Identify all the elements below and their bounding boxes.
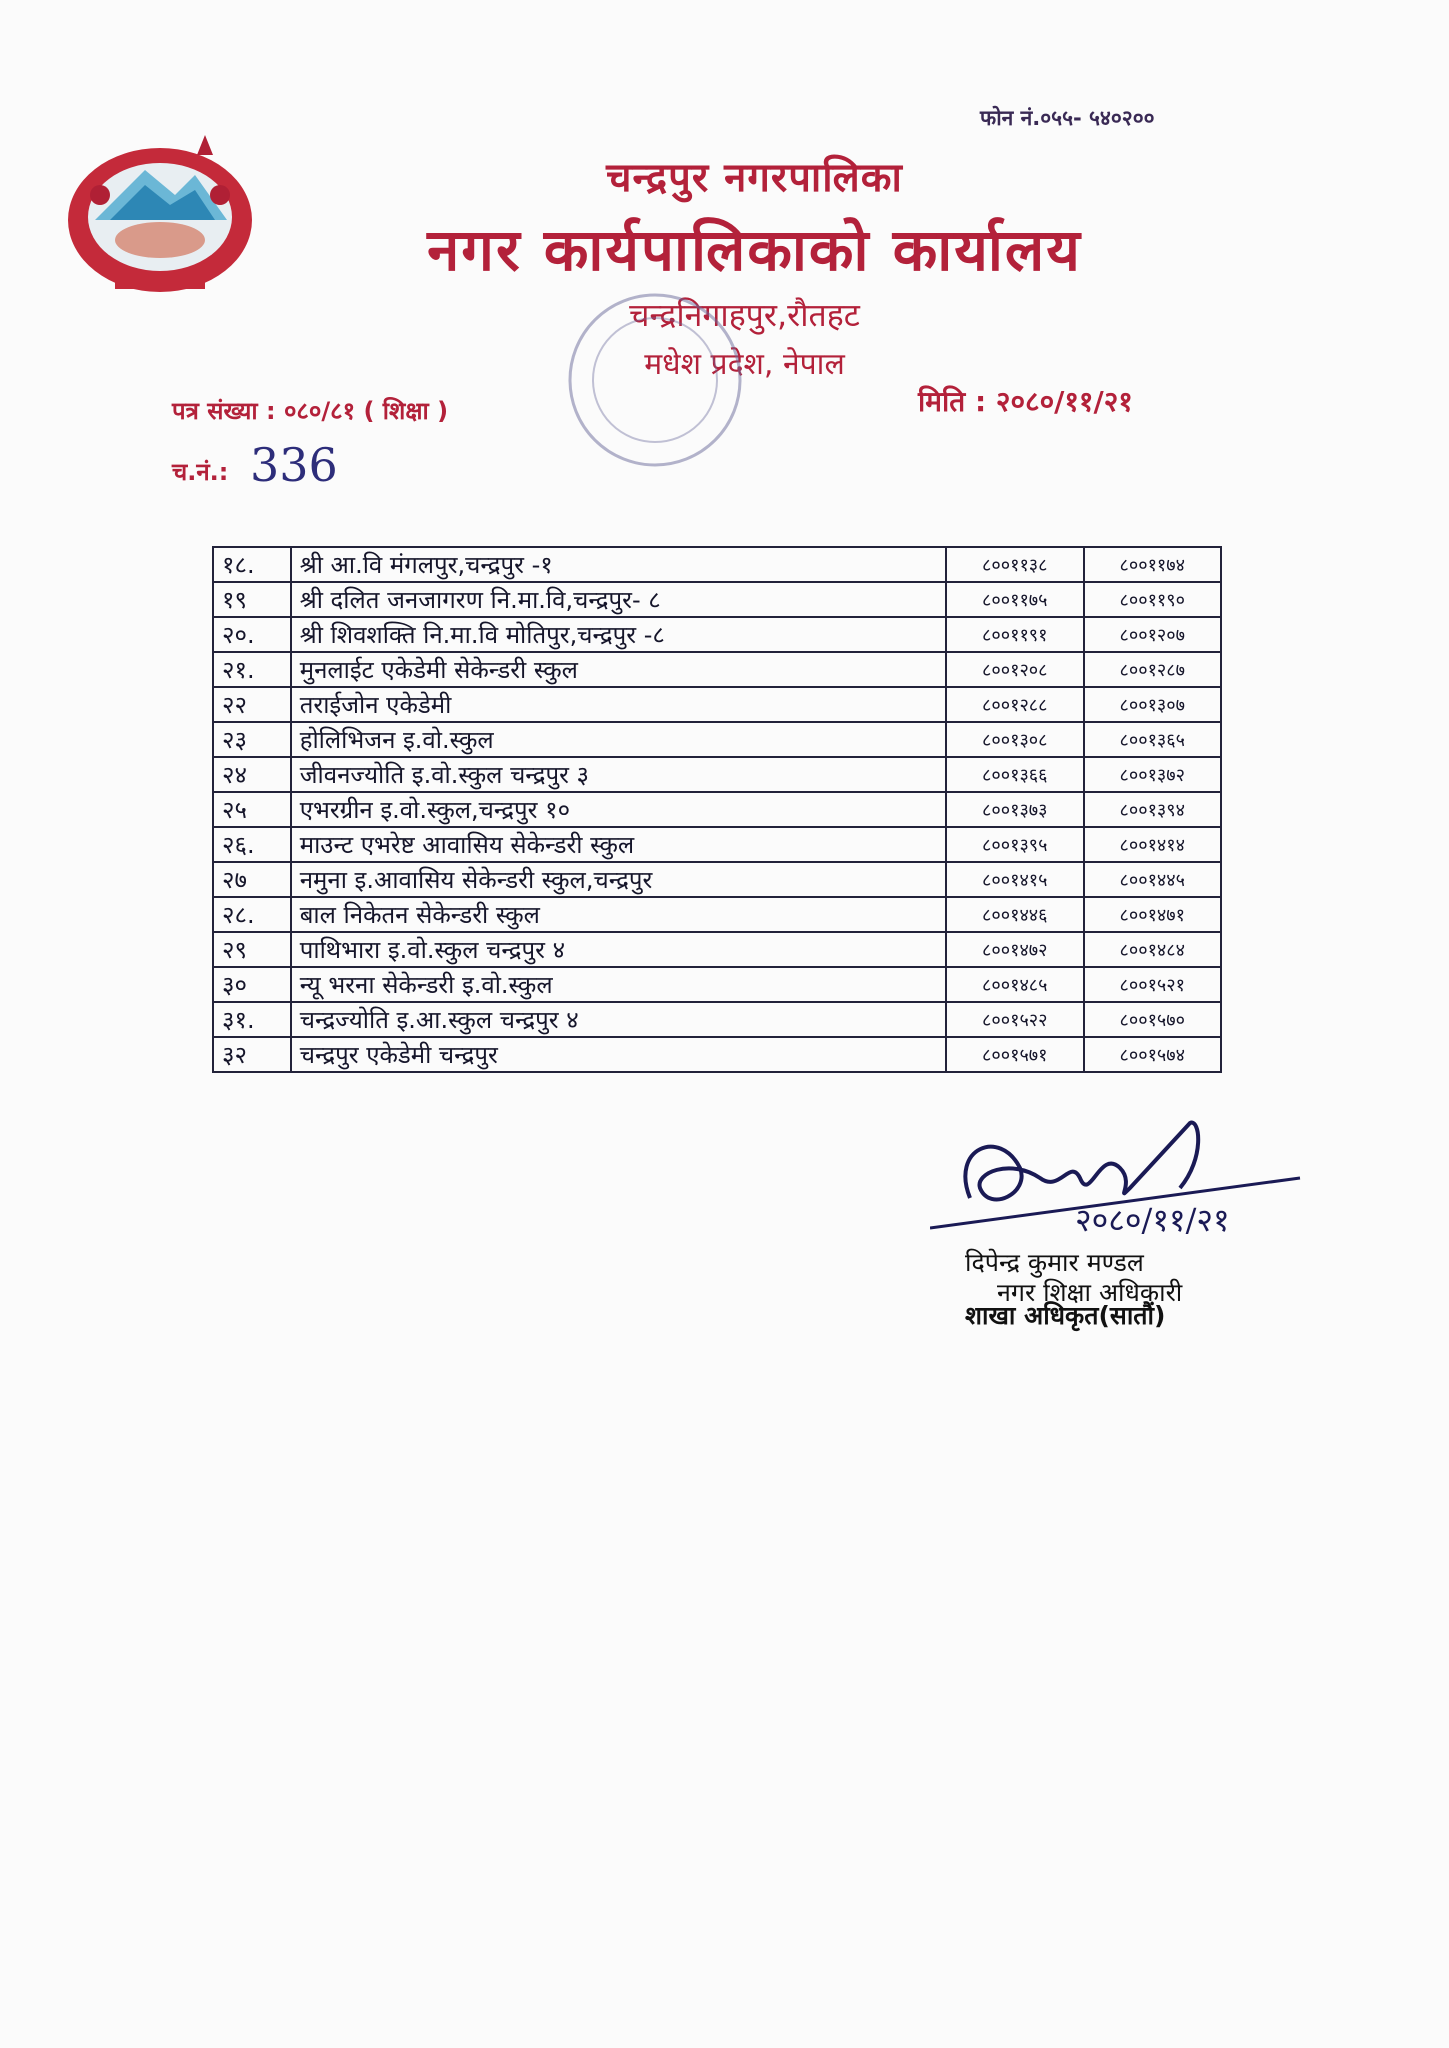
school-name-cell: तराईजोन एकेडेमी bbox=[291, 687, 946, 722]
range-start-cell: ८००१४४६ bbox=[946, 897, 1083, 932]
range-end-cell: ८००१४४५ bbox=[1084, 862, 1222, 897]
reference-number: पत्र संख्या : ०८०/८१ ( शिक्षा ) bbox=[172, 397, 449, 425]
range-end-cell: ८००१२८७ bbox=[1084, 652, 1222, 687]
school-name-cell: नमुना इ.आवासिय सेकेन्डरी स्कुल,चन्द्रपुर bbox=[291, 862, 946, 897]
signatory-name: दिपेन्द्र कुमार मण्डल bbox=[965, 1248, 1144, 1277]
address-line-2: मधेश प्रदेश, नेपाल bbox=[644, 347, 845, 382]
school-name-cell: जीवनज्योति इ.वो.स्कुल चन्द्रपुर ३ bbox=[291, 757, 946, 792]
serial-number-cell: २२ bbox=[213, 687, 291, 722]
range-start-cell: ८००१३६६ bbox=[946, 757, 1083, 792]
table-row bbox=[213, 687, 1221, 722]
school-name-cell: चन्द्रज्योति इ.आ.स्कुल चन्द्रपुर ४ bbox=[291, 1002, 946, 1037]
range-start-cell: ८००१२८८ bbox=[946, 687, 1083, 722]
serial-number-cell: ३२ bbox=[213, 1037, 291, 1072]
serial-number-cell: २६. bbox=[213, 827, 291, 862]
range-start-cell: ८००१५२२ bbox=[946, 1002, 1083, 1037]
letter-date: मिति : २०८०/११/२१ bbox=[918, 385, 1133, 418]
range-start-cell: ८००१४७२ bbox=[946, 932, 1083, 967]
school-name-cell: न्यू भरना सेकेन्डरी इ.वो.स्कुल bbox=[291, 967, 946, 1002]
school-name-cell: माउन्ट एभरेष्ट आवासिय सेकेन्डरी स्कुल bbox=[291, 827, 946, 862]
school-name-cell: श्री शिवशक्ति नि.मा.वि मोतिपुर,चन्द्रपुर -८ bbox=[291, 617, 946, 652]
range-start-cell: ८००११७५ bbox=[946, 582, 1083, 617]
range-end-cell: ८००११९० bbox=[1084, 582, 1222, 617]
table-row bbox=[213, 932, 1221, 967]
table-row bbox=[213, 652, 1221, 687]
range-end-cell: ८००१४१४ bbox=[1084, 827, 1222, 862]
school-name-cell: बाल निकेतन सेकेन्डरी स्कुल bbox=[291, 897, 946, 932]
range-end-cell: ८००१४८४ bbox=[1084, 932, 1222, 967]
office-name: नगर कार्यपालिकाको कार्यालय bbox=[427, 216, 1082, 284]
table-row bbox=[213, 722, 1221, 757]
serial-number-cell: २५ bbox=[213, 792, 291, 827]
table-row bbox=[213, 582, 1221, 617]
range-start-cell: ८००१३७३ bbox=[946, 792, 1083, 827]
school-name-cell: पाथिभारा इ.वो.स्कुल चन्द्रपुर ४ bbox=[291, 932, 946, 967]
serial-number-cell: २८. bbox=[213, 897, 291, 932]
signature-date: २०८०/११/२१ bbox=[1075, 1201, 1230, 1239]
signatory-title: नगर शिक्षा अधिकारी bbox=[997, 1278, 1183, 1307]
range-end-cell: ८००१२०७ bbox=[1084, 617, 1222, 652]
table-row bbox=[213, 547, 1221, 582]
range-start-cell: ८००११३८ bbox=[946, 547, 1083, 582]
serial-number-cell: १८. bbox=[213, 547, 291, 582]
serial-number-cell: २९ bbox=[213, 932, 291, 967]
municipality-name: चन्द्रपुर नगरपालिका bbox=[606, 155, 903, 201]
range-end-cell: ८००१३६५ bbox=[1084, 722, 1222, 757]
table-row bbox=[213, 827, 1221, 862]
school-name-cell: मुनलाईट एकेडेमी सेकेन्डरी स्कुल bbox=[291, 652, 946, 687]
range-end-cell: ८००१५७० bbox=[1084, 1002, 1222, 1037]
serial-number-cell: २७ bbox=[213, 862, 291, 897]
range-end-cell: ८००१३७२ bbox=[1084, 757, 1222, 792]
range-start-cell: ८००१४८५ bbox=[946, 967, 1083, 1002]
serial-number-cell: ३० bbox=[213, 967, 291, 1002]
range-end-cell: ८००१३९४ bbox=[1084, 792, 1222, 827]
range-start-cell: ८००१३९५ bbox=[946, 827, 1083, 862]
serial-number-cell: १९ bbox=[213, 582, 291, 617]
serial-number-cell: २१. bbox=[213, 652, 291, 687]
range-end-cell: ८००१५२१ bbox=[1084, 967, 1222, 1002]
school-name-cell: एभरग्रीन इ.वो.स्कुल,चन्द्रपुर १० bbox=[291, 792, 946, 827]
school-name-cell: श्री दलित जनजागरण नि.मा.वि,चन्द्रपुर- ८ bbox=[291, 582, 946, 617]
table-row bbox=[213, 757, 1221, 792]
serial-number-cell: २४ bbox=[213, 757, 291, 792]
serial-number-cell: ३१. bbox=[213, 1002, 291, 1037]
table-row bbox=[213, 897, 1221, 932]
range-end-cell: ८००११७४ bbox=[1084, 547, 1222, 582]
range-start-cell: ८००१५७१ bbox=[946, 1037, 1083, 1072]
table-row bbox=[213, 617, 1221, 652]
office-stamp bbox=[555, 280, 755, 480]
address-line-1: चन्द्रनिगाहपुर,रौतहट bbox=[629, 296, 860, 334]
phone-number: फोन नं.०५५- ५४०२०० bbox=[980, 106, 1155, 130]
dispatch-label: च.नं.: bbox=[172, 458, 229, 486]
range-start-cell: ८००१३०८ bbox=[946, 722, 1083, 757]
table-row bbox=[213, 1037, 1221, 1072]
signatory-designation: शाखा अधिकृत(सातौं) bbox=[965, 1301, 1166, 1330]
table-row bbox=[213, 792, 1221, 827]
school-name-cell: होलिभिजन इ.वो.स्कुल bbox=[291, 722, 946, 757]
range-start-cell: ८००१४१५ bbox=[946, 862, 1083, 897]
school-table bbox=[212, 546, 1222, 1073]
range-end-cell: ८००१५७४ bbox=[1084, 1037, 1222, 1072]
school-name-cell: श्री आ.वि मंगलपुर,चन्द्रपुर -१ bbox=[291, 547, 946, 582]
serial-number-cell: २०. bbox=[213, 617, 291, 652]
serial-number-cell: २३ bbox=[213, 722, 291, 757]
school-name-cell: चन्द्रपुर एकेडेमी चन्द्रपुर bbox=[291, 1037, 946, 1072]
table-row bbox=[213, 1002, 1221, 1037]
range-end-cell: ८००१४७१ bbox=[1084, 897, 1222, 932]
range-start-cell: ८००१२०८ bbox=[946, 652, 1083, 687]
range-start-cell: ८००११९१ bbox=[946, 617, 1083, 652]
table-row bbox=[213, 862, 1221, 897]
range-end-cell: ८००१३०७ bbox=[1084, 687, 1222, 722]
dispatch-number: 336 bbox=[250, 438, 338, 492]
table-row bbox=[213, 967, 1221, 1002]
